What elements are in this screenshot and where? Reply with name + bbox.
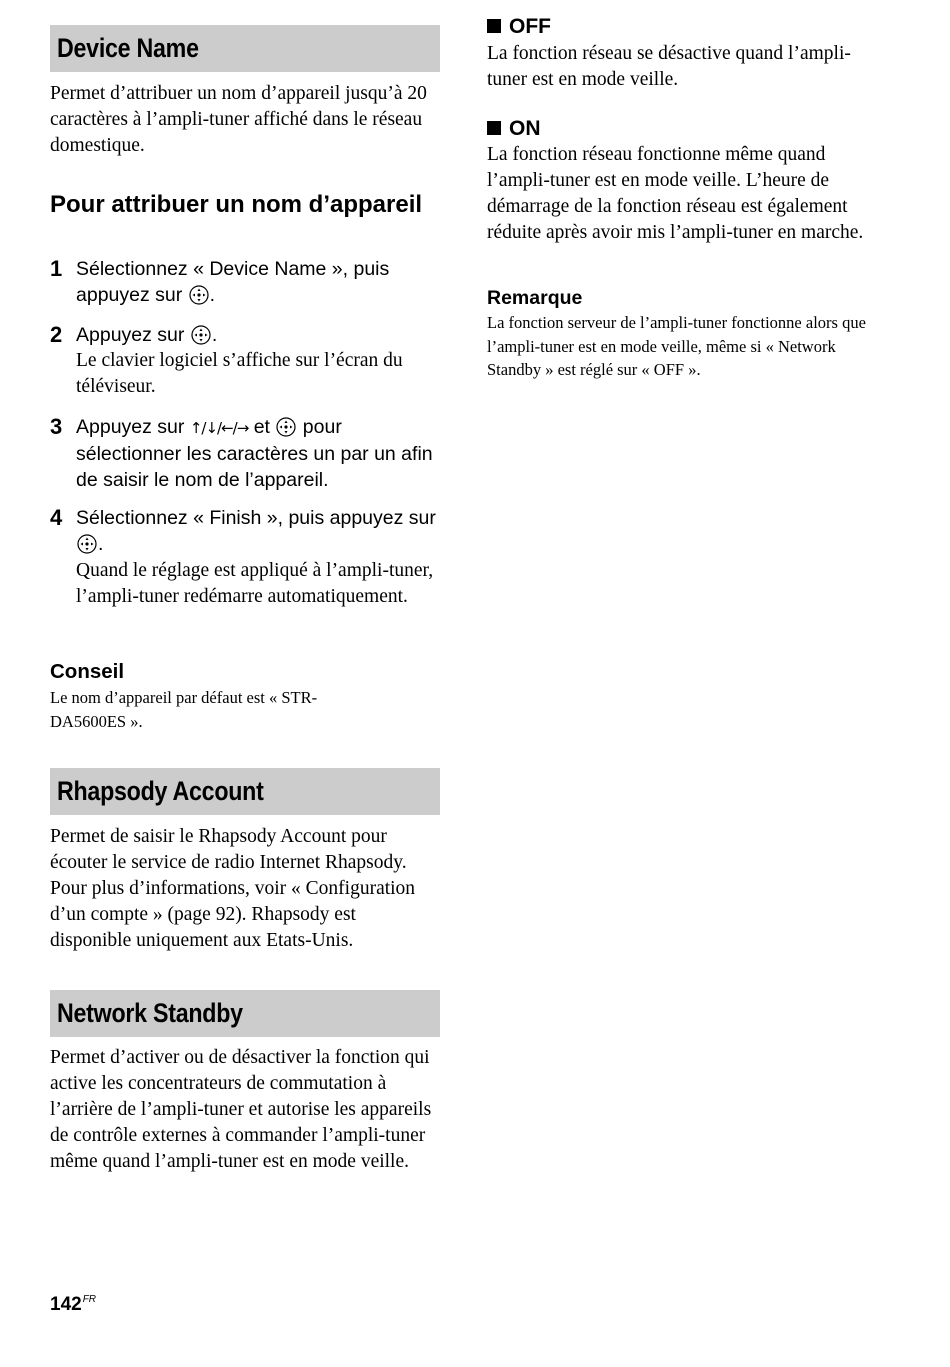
step-instruction bbox=[76, 505, 440, 557]
tip-label: Conseil bbox=[50, 660, 125, 683]
page-number-value: 142 bbox=[50, 1294, 82, 1315]
language-code: FR bbox=[82, 1294, 97, 1305]
option-off-text: La fonction réseau se désactive quand l’ampli-tuner est en mode veille. bbox=[487, 43, 851, 90]
rhapsody-text: Permet de saisir le Rhapsody Account pour écouter le service de radio Internet Rhapsody. Pour plus d’informations, voir « Configuration d’un compte » (page 92). Rhapsody est disponible uniquement aux Etats-Unis. bbox=[50, 826, 416, 951]
section-title: Device Name bbox=[57, 33, 199, 63]
step-number: 4 bbox=[50, 505, 63, 530]
enter-button-icon bbox=[276, 417, 296, 437]
step-text: Appuyez sur bbox=[76, 416, 185, 438]
step-text-end: . bbox=[211, 324, 218, 346]
section-title: Rhapsody Account bbox=[57, 776, 264, 806]
step-text: Sélectionnez « Device Name », puis appuyez sur bbox=[76, 258, 390, 306]
step-number: 2 bbox=[50, 322, 63, 347]
step-text-end: . bbox=[98, 533, 104, 555]
step-text-mid: et bbox=[253, 416, 270, 438]
arrow-keys-icon: ↑/↓/←/→ bbox=[189, 419, 249, 437]
section-header-rhapsody-account bbox=[50, 768, 440, 815]
step-instruction bbox=[76, 322, 440, 348]
enter-button-icon bbox=[77, 534, 97, 554]
step-number: 1 bbox=[50, 256, 63, 281]
step-text-end: pour sélectionner les caractères un par un afin de saisir le nom de l’appareil. bbox=[76, 416, 433, 491]
step-note: Le clavier logiciel s’affiche sur l’écran du téléviseur. bbox=[76, 350, 403, 397]
step-text: Sélectionnez « Finish », puis appuyez sur bbox=[76, 507, 436, 529]
option-on-text: La fonction réseau fonctionne même quand l’ampli-tuner est en mode veille. L’heure de démarrage de la fonction réseau est également réduite après avoir mis l’ampli-tuner en marche. bbox=[487, 144, 864, 243]
option-label: OFF bbox=[509, 15, 551, 38]
section-header-network-standby bbox=[50, 990, 440, 1037]
procedure-title: Pour attribuer un nom d’appareil bbox=[50, 191, 423, 218]
step-text-end: . bbox=[209, 284, 216, 306]
page-number bbox=[50, 1294, 96, 1316]
black-square-icon bbox=[487, 19, 501, 33]
option-label: ON bbox=[509, 117, 541, 140]
network-standby-text: Permet d’activer ou de désactiver la fonction qui active les concentrateurs de commutation à l’arrière de l’ampli-tuner et autorise les appareils de contrôle externes à commander l’ampli-tuner même quand l’ampli-tuner est en mode veille. bbox=[50, 1047, 432, 1172]
enter-button-icon bbox=[189, 285, 209, 305]
step-instruction bbox=[76, 414, 440, 493]
device-name-intro: Permet d’attribuer un nom d’appareil jusqu’à 20 caractères à l’ampli-tuner affiché dans le réseau domestique. bbox=[50, 83, 427, 156]
step-number: 3 bbox=[50, 414, 63, 439]
enter-button-icon bbox=[191, 325, 211, 345]
option-on-heading bbox=[487, 117, 541, 141]
tip-text: Le nom d’appareil par défaut est « STR-DA5600ES ». bbox=[50, 688, 318, 731]
option-off-heading bbox=[487, 15, 551, 39]
step-note: Quand le réglage est appliqué à l’ampli-tuner, l’ampli-tuner redémarre automatiquement. bbox=[76, 560, 434, 607]
section-header-device-name bbox=[50, 25, 440, 72]
section-title: Network Standby bbox=[57, 998, 243, 1028]
note-text: La fonction serveur de l’ampli-tuner fonctionne alors que l’ampli-tuner est en mode veille, même si « Network Standby » est réglé sur « OFF ». bbox=[487, 313, 866, 379]
step-text: Appuyez sur bbox=[76, 324, 185, 346]
note-label: Remarque bbox=[487, 287, 583, 309]
black-square-icon bbox=[487, 121, 501, 135]
step-instruction bbox=[76, 256, 440, 308]
